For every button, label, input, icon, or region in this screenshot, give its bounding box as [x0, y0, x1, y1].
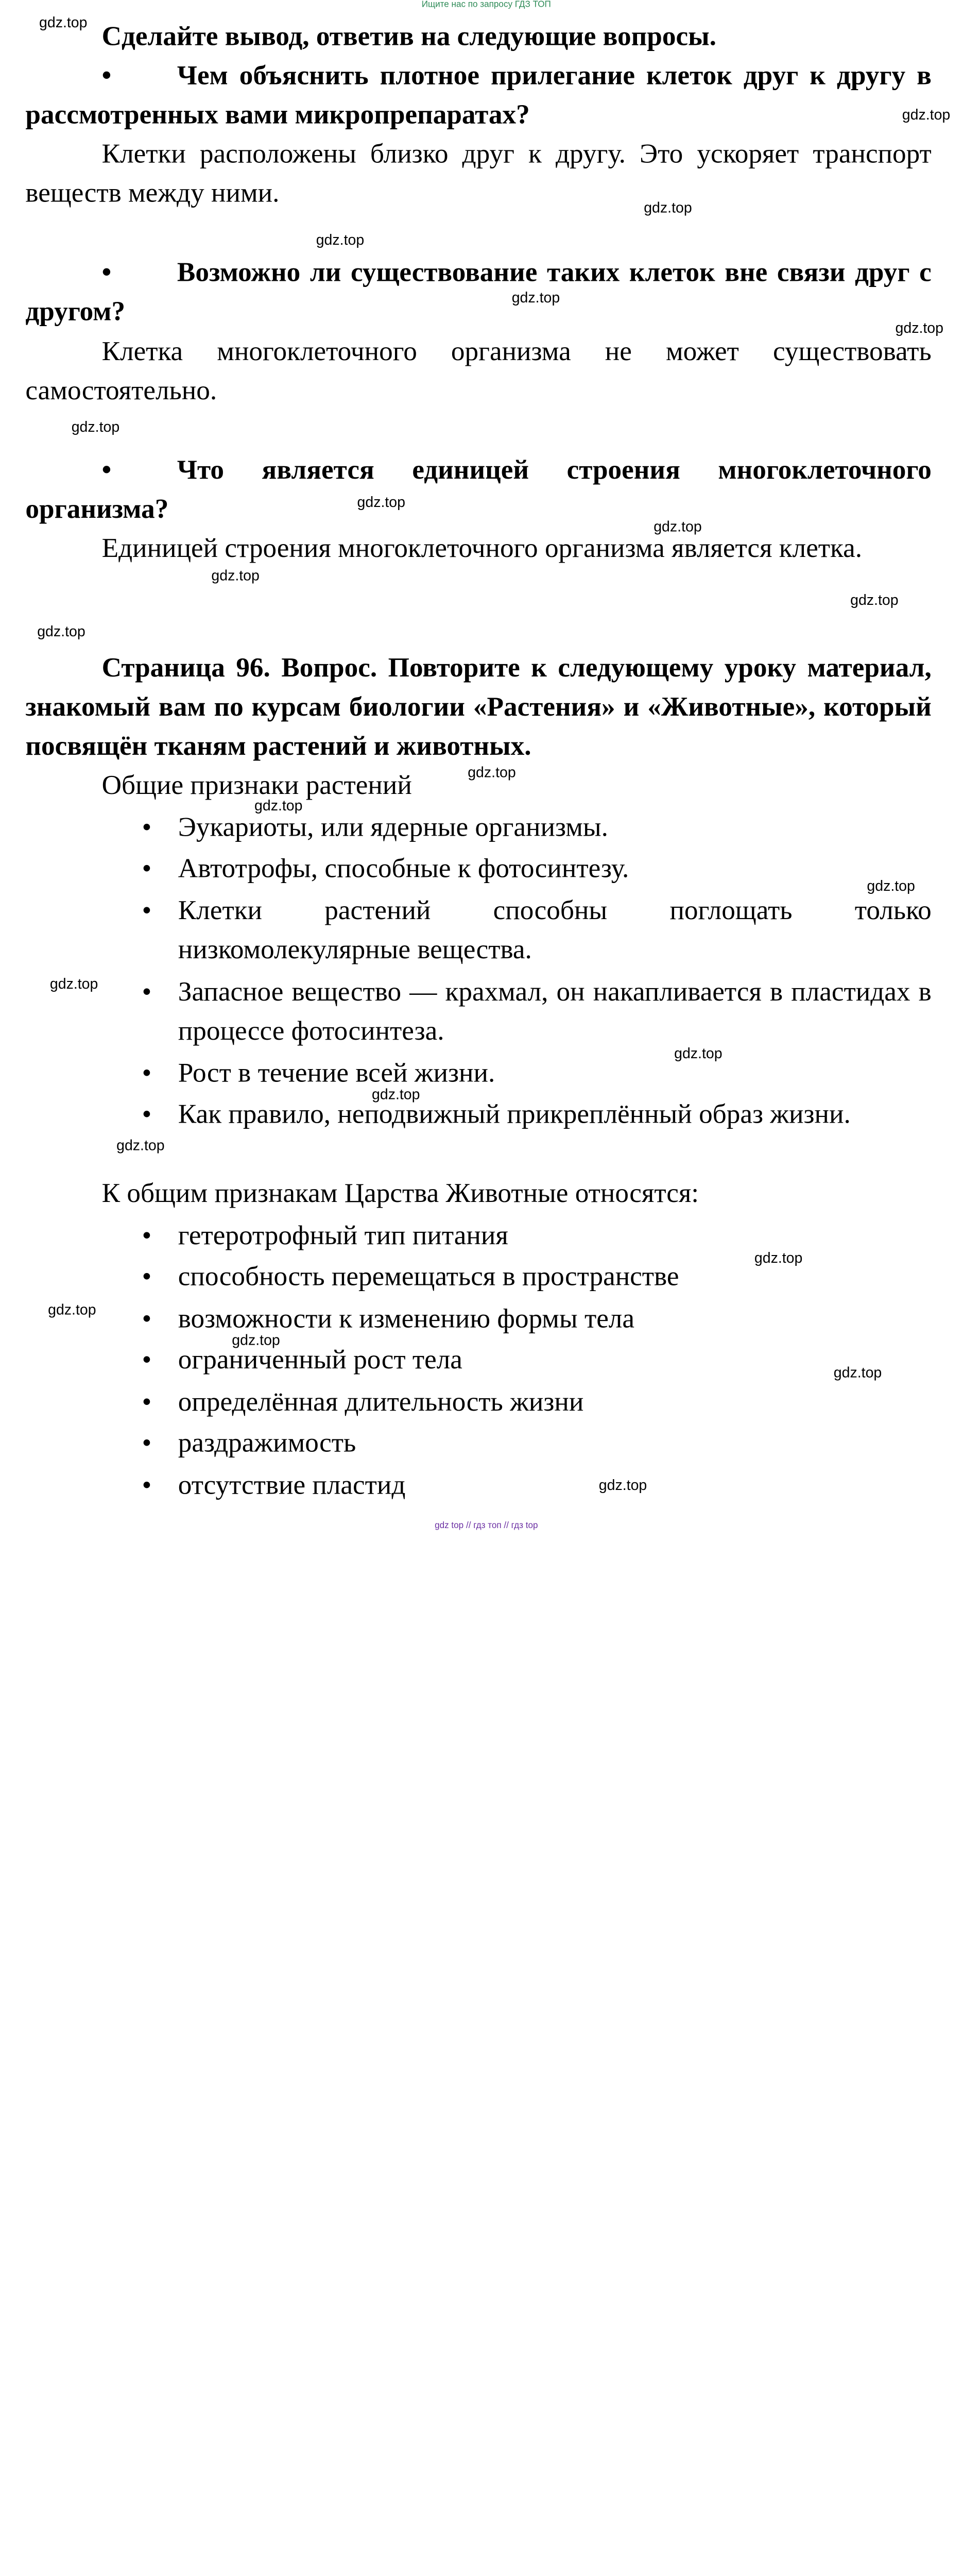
- animal-trait: • раздражимость: [178, 1425, 932, 1464]
- plant-trait: • Клетки растений способны поглощать только низкомолекулярные вещества.: [178, 892, 932, 970]
- bullet-marker: •: [142, 853, 152, 884]
- plant-trait: • Запасное вещество — крахмал, он накапливается в пластидах в процессе фотосинтеза.: [178, 973, 932, 1052]
- question-text: Что является единицей строения многоклеточного организма?: [25, 455, 932, 525]
- animal-trait: • определённая длительность жизни: [178, 1383, 932, 1422]
- bullet-marker: •: [101, 455, 112, 486]
- plant-trait: • Рост в течение всей жизни.: [178, 1054, 932, 1093]
- bullet-marker: •: [142, 812, 152, 843]
- bullet-marker: •: [142, 1428, 152, 1459]
- plants-intro: Общие признаки растений: [101, 770, 412, 801]
- bullet-marker: •: [142, 1099, 152, 1130]
- answer-1: Клетки расположены близко друг к другу. Это ускоряет транспорт веществ между ними.: [25, 139, 932, 209]
- animals-intro: К общим признакам Царства Животные относятся:: [101, 1178, 699, 1209]
- watermark: gdz.top: [902, 107, 951, 124]
- watermark: gdz.top: [211, 568, 260, 585]
- watermark: gdz.top: [468, 764, 516, 782]
- bullet-marker: •: [142, 1262, 152, 1292]
- watermark: gdz.top: [833, 1364, 882, 1381]
- bullet-marker: •: [142, 1470, 152, 1501]
- bullet-marker: •: [142, 1387, 152, 1418]
- question-1: [25, 57, 931, 135]
- watermark: gdz.top: [232, 1332, 280, 1349]
- page-96-heading: Страница 96. Вопрос. Повторите к следующему уроку материал, знакомый вам по курсам биологии «Растения» и «Животные», который посвящён тканям растений и животных.: [25, 653, 932, 762]
- watermark: gdz.top: [867, 878, 915, 895]
- bullet-marker: •: [142, 1221, 152, 1251]
- watermark: gdz.top: [654, 519, 702, 536]
- question-3: [25, 451, 931, 530]
- animal-trait: • гетеротрофный тип питания: [178, 1217, 932, 1256]
- footer-note: gdz top // гдз топ // гдз top: [435, 1520, 538, 1530]
- search-promo-note[interactable]: Ищите нас по запросу ГДЗ ТОП: [421, 0, 551, 9]
- watermark: gdz.top: [754, 1250, 803, 1267]
- bullet-marker: •: [142, 977, 152, 1008]
- bullet-marker: •: [142, 895, 152, 926]
- watermark: gdz.top: [116, 1137, 165, 1155]
- watermark: gdz.top: [71, 419, 120, 436]
- watermark: gdz.top: [37, 623, 85, 640]
- bullet-marker: •: [142, 1345, 152, 1376]
- watermark: gdz.top: [357, 494, 406, 511]
- question-text: Чем объяснить плотное прилегание клеток друг к другу в рассмотренных вами микропрепаратах?: [25, 60, 932, 130]
- watermark: gdz.top: [598, 1477, 647, 1494]
- watermark: gdz.top: [674, 1045, 723, 1062]
- animal-trait: • ограниченный рост тела: [178, 1341, 932, 1380]
- plant-trait: • Автотрофы, способные к фотосинтезу.: [178, 850, 932, 889]
- answer-2: Клетка многоклеточного организма не может существовать самостоятельно.: [25, 336, 932, 406]
- bullet-marker: •: [142, 1303, 152, 1334]
- watermark: gdz.top: [511, 290, 560, 307]
- answer-3: Единицей строения многоклеточного организма является клетка.: [101, 533, 863, 564]
- bullet-marker: •: [101, 257, 112, 288]
- watermark: gdz.top: [850, 592, 899, 609]
- conclusion-heading: Сделайте вывод, ответив на следующие вопросы.: [101, 21, 716, 52]
- bullet-marker: •: [101, 60, 112, 91]
- animal-trait: • возможности к изменению формы тела: [178, 1300, 932, 1339]
- watermark: gdz.top: [49, 976, 98, 993]
- watermark: gdz.top: [254, 798, 303, 815]
- question-text: Возможно ли существование таких клеток вне связи друг с другом?: [25, 257, 932, 327]
- watermark: gdz.top: [39, 14, 88, 31]
- plant-trait: • Как правило, неподвижный прикреплённый образ жизни.: [178, 1095, 932, 1134]
- animal-trait: • способность перемещаться в пространстве: [178, 1258, 932, 1297]
- animal-trait: • отсутствие пластид: [178, 1466, 932, 1505]
- watermark: gdz.top: [644, 199, 692, 216]
- question-2: [25, 253, 931, 332]
- watermark: gdz.top: [372, 1087, 420, 1104]
- bullet-marker: •: [142, 1058, 152, 1089]
- watermark: gdz.top: [895, 320, 944, 337]
- plant-trait: • Эукариоты, или ядерные организмы.: [178, 808, 932, 848]
- watermark: gdz.top: [316, 232, 365, 249]
- watermark: gdz.top: [48, 1302, 96, 1319]
